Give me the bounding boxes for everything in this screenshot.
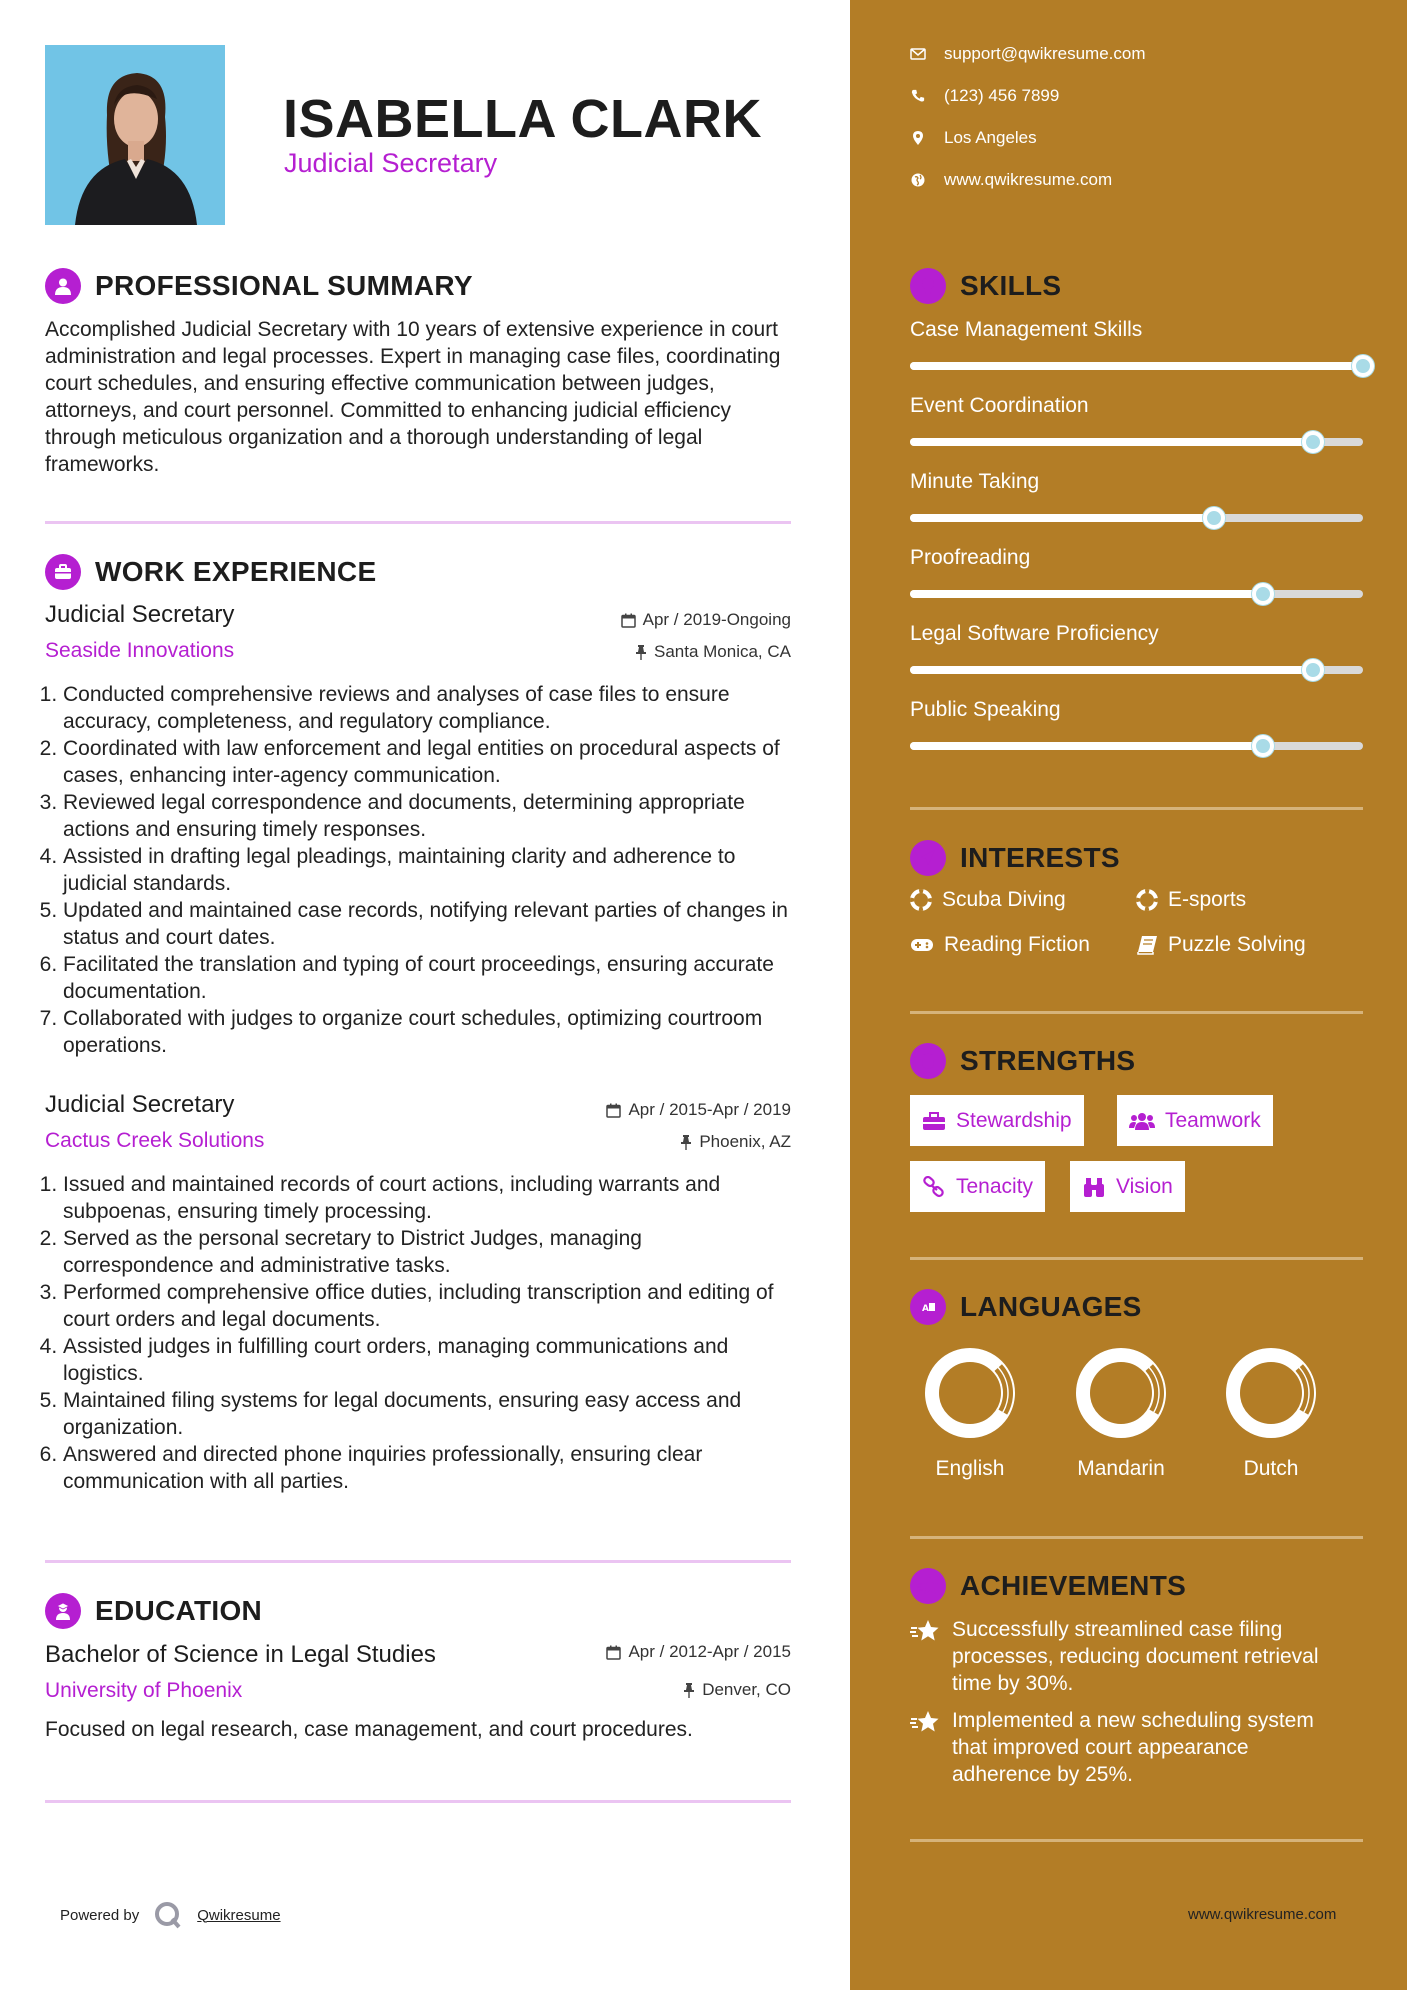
job-duties-list xyxy=(45,1171,790,1495)
section-title: INTERESTS xyxy=(960,842,1120,873)
profile-photo xyxy=(45,45,225,225)
degree-title: Bachelor of Science in Legal Studies xyxy=(45,1641,436,1668)
life-ring-icon xyxy=(1136,889,1158,911)
skill-name: Event Coordination xyxy=(910,394,1089,417)
strength-label: Tenacity xyxy=(956,1174,1034,1198)
link-icon xyxy=(922,1176,946,1198)
skill-name: Proofreading xyxy=(910,546,1031,569)
candidate-role: Judicial Secretary xyxy=(284,148,498,178)
strength-label: Teamwork xyxy=(1165,1108,1261,1132)
interest-item xyxy=(1136,933,1306,957)
envelope-icon xyxy=(910,48,926,60)
skill-bar xyxy=(910,666,1363,674)
achievement-text: Implemented a new scheduling system that improved court appearance adherence by 25%. xyxy=(952,1709,1314,1786)
list-item: 5. Updated and maintained case records, notifying relevant parties of changes in status and court dates. xyxy=(63,897,790,951)
star-icon xyxy=(910,1618,940,1644)
school-name: University of Phoenix xyxy=(45,1679,243,1702)
list-item: 1. Issued and maintained records of court actions, including warrants and subpoenas, ensuring timely processing. xyxy=(63,1171,790,1225)
contact-location xyxy=(910,128,1037,148)
skill-bar xyxy=(910,362,1363,370)
list-item: 4. Assisted judges in fulfilling court orders, managing communications and logistics. xyxy=(63,1333,790,1387)
skill-bar xyxy=(910,514,1363,522)
language-ring xyxy=(920,1343,1020,1443)
divider xyxy=(910,1257,1363,1260)
job-dates-text: Apr / 2015-Apr / 2019 xyxy=(628,1100,791,1119)
contact-email[interactable] xyxy=(910,44,1146,64)
education-text: Focused on legal research, case management, and court procedures. xyxy=(45,1718,693,1741)
language-name: Dutch xyxy=(1243,1457,1299,1480)
experience-heading xyxy=(45,554,376,590)
paper-plane-icon xyxy=(910,840,946,876)
list-item: 5. Maintained filing systems for legal documents, ensuring easy access and organization. xyxy=(63,1387,790,1441)
skill-bar-fill xyxy=(910,438,1313,446)
section-title: PROFESSIONAL SUMMARY xyxy=(95,270,473,301)
lightbulb-icon xyxy=(910,268,946,304)
skill-bar xyxy=(910,590,1363,598)
interest-label: Scuba Diving xyxy=(942,888,1066,911)
education-dates-text: Apr / 2012-Apr / 2015 xyxy=(628,1642,791,1661)
user-icon xyxy=(45,268,81,304)
achievement-text: Successfully streamlined case filing processes, reducing document retrieval time by 30%. xyxy=(952,1618,1319,1695)
language-ring xyxy=(1221,1343,1321,1443)
strength-chip xyxy=(910,1095,1084,1146)
email-text: support@qwikresume.com xyxy=(944,44,1146,63)
pin-icon xyxy=(635,645,647,660)
language-item xyxy=(895,1343,1045,1481)
list-item: 2. Served as the personal secretary to District Judges, managing correspondence and administrative tasks. xyxy=(63,1225,790,1279)
section-title: SKILLS xyxy=(960,270,1062,301)
education-heading xyxy=(45,1593,262,1629)
skill-bar xyxy=(910,742,1363,750)
contact-phone[interactable] xyxy=(910,86,1059,106)
divider xyxy=(45,521,791,524)
section-title: LANGUAGES xyxy=(960,1291,1142,1322)
job-location-text: Santa Monica, CA xyxy=(653,642,791,661)
interest-item xyxy=(910,933,1090,957)
footer-powered-by xyxy=(60,1900,281,1930)
svg-text:A: A xyxy=(922,1304,929,1314)
job-location xyxy=(635,642,791,662)
calendar-icon xyxy=(606,1645,621,1660)
interest-item xyxy=(1136,888,1246,912)
toolbox-icon xyxy=(922,1111,946,1131)
star-icon xyxy=(910,1568,946,1604)
skill-bar-fill xyxy=(910,742,1263,750)
skill-bar-knob xyxy=(1302,659,1324,681)
language-item xyxy=(1046,1343,1196,1481)
skill-bar-fill xyxy=(910,514,1214,522)
job-duties-list xyxy=(45,681,790,1059)
list-item: 2. Coordinated with law enforcement and legal entities on procedural aspects of cases, enhancing inter-agency communication. xyxy=(63,735,790,789)
summary-text: Accomplished Judicial Secretary with 10 years of extensive experience in court administration and legal processes. Expert in managing case files, coordinating court schedules, and ensuring effective communication between judges, attorneys, and court personnel. Committed to enhancing judicial efficiency through meticulous organization and a thorough understanding of legal frameworks. xyxy=(45,318,781,476)
language-name: English xyxy=(935,1457,1005,1480)
divider xyxy=(910,807,1363,810)
section-title: WORK EXPERIENCE xyxy=(95,556,377,587)
divider xyxy=(910,1536,1363,1539)
job-dates xyxy=(606,1100,791,1120)
skill-name: Case Management Skills xyxy=(910,318,1143,341)
language-ring-outline xyxy=(932,1355,1008,1431)
language-ring-outline xyxy=(1083,1355,1159,1431)
language-ring-outline xyxy=(1233,1355,1309,1431)
interest-label: E-sports xyxy=(1168,888,1247,911)
skill-bar-knob xyxy=(1352,355,1374,377)
achievement-item xyxy=(910,1616,1350,1697)
book-icon xyxy=(1136,935,1158,955)
section-title: ACHIEVEMENTS xyxy=(960,1570,1187,1601)
job-title: Judicial Secretary xyxy=(45,601,235,628)
skill-name: Public Speaking xyxy=(910,698,1061,721)
list-item: 3. Performed comprehensive office duties, including transcription and editing of court orders and legal documents. xyxy=(63,1279,790,1333)
strength-chip xyxy=(1117,1095,1273,1146)
list-item: 6. Answered and directed phone inquiries professionally, ensuring clear communication with all parties. xyxy=(63,1441,790,1495)
briefcase-icon xyxy=(45,554,81,590)
strength-label: Stewardship xyxy=(956,1108,1072,1132)
website-text: www.qwikresume.com xyxy=(944,170,1113,189)
strength-chip xyxy=(1070,1161,1185,1212)
skill-bar-fill xyxy=(910,590,1263,598)
strength-chip xyxy=(910,1161,1045,1212)
company-name: Seaside Innovations xyxy=(45,639,235,662)
fist-icon xyxy=(910,1043,946,1079)
graduate-icon xyxy=(45,1593,81,1629)
divider xyxy=(45,1800,791,1803)
language-item xyxy=(1196,1343,1346,1481)
language-name: Mandarin xyxy=(1077,1457,1165,1480)
strengths-heading xyxy=(910,1043,1135,1079)
company-name: Cactus Creek Solutions xyxy=(45,1129,265,1152)
calendar-icon xyxy=(621,613,636,628)
list-item: 1. Conducted comprehensive reviews and analyses of case files to ensure accuracy, completeness, and regulatory compliance. xyxy=(63,681,790,735)
language-ring xyxy=(1071,1343,1171,1443)
education-dates xyxy=(606,1642,791,1662)
translate-icon xyxy=(910,1289,946,1325)
pin-icon xyxy=(683,1683,695,1698)
skill-name: Minute Taking xyxy=(910,470,1040,493)
life-ring-icon xyxy=(910,889,932,911)
languages-heading xyxy=(910,1289,1142,1325)
binoculars-icon xyxy=(1082,1176,1106,1198)
section-title: STRENGTHS xyxy=(960,1045,1136,1076)
divider xyxy=(910,1011,1363,1014)
education-location xyxy=(683,1680,791,1700)
interest-label: Reading Fiction xyxy=(944,933,1090,956)
list-item: 4. Assisted in drafting legal pleadings, maintaining clarity and adherence to judicial standards. xyxy=(63,843,790,897)
divider xyxy=(45,1560,791,1563)
contact-website[interactable] xyxy=(910,170,1112,190)
interests-heading xyxy=(910,840,1120,876)
calendar-icon xyxy=(606,1103,621,1118)
achievements-heading xyxy=(910,1568,1186,1604)
location-text: Los Angeles xyxy=(944,128,1037,147)
skill-bar xyxy=(910,438,1363,446)
interest-item xyxy=(910,888,1066,912)
skill-bar-knob xyxy=(1203,507,1225,529)
job-location-text: Phoenix, AZ xyxy=(699,1132,791,1151)
phone-icon xyxy=(910,89,926,103)
skill-name: Legal Software Proficiency xyxy=(910,622,1159,645)
phone-text: (123) 456 7899 xyxy=(944,86,1060,105)
list-item: 7. Collaborated with judges to organize court schedules, optimizing courtroom operations. xyxy=(63,1005,790,1059)
globe-icon xyxy=(910,172,926,188)
star-icon xyxy=(910,1709,940,1735)
skill-bar-fill xyxy=(910,666,1313,674)
skill-bar-fill xyxy=(910,362,1363,370)
list-item: 6. Facilitated the translation and typing of court proceedings, ensuring accurate documentation. xyxy=(63,951,790,1005)
candidate-name: ISABELLA CLARK xyxy=(283,89,762,149)
achievement-item xyxy=(910,1707,1350,1788)
education-location-text: Denver, CO xyxy=(702,1680,791,1699)
qwikresume-logo-icon xyxy=(153,1900,183,1930)
skill-bar-knob xyxy=(1302,431,1324,453)
interest-label: Puzzle Solving xyxy=(1168,933,1306,956)
skills-heading xyxy=(910,268,1061,304)
gamepad-icon xyxy=(910,937,934,953)
map-marker-icon xyxy=(910,130,926,146)
summary-heading xyxy=(45,268,473,304)
list-item: 3. Reviewed legal correspondence and documents, determining appropriate actions and ensuring timely responses. xyxy=(63,789,790,843)
divider xyxy=(910,1839,1363,1842)
users-icon xyxy=(1129,1111,1155,1131)
job-dates xyxy=(621,610,791,630)
qwikresume-link[interactable]: Qwikresume xyxy=(197,1906,281,1924)
powered-by-label: Powered by xyxy=(60,1906,140,1924)
job-location xyxy=(680,1132,791,1152)
footer-url[interactable]: www.qwikresume.com xyxy=(1188,1906,1337,1923)
pin-icon xyxy=(680,1135,692,1150)
strength-label: Vision xyxy=(1116,1174,1173,1198)
section-title: EDUCATION xyxy=(95,1595,263,1626)
job-dates-text: Apr / 2019-Ongoing xyxy=(642,610,791,629)
job-title: Judicial Secretary xyxy=(45,1091,235,1118)
